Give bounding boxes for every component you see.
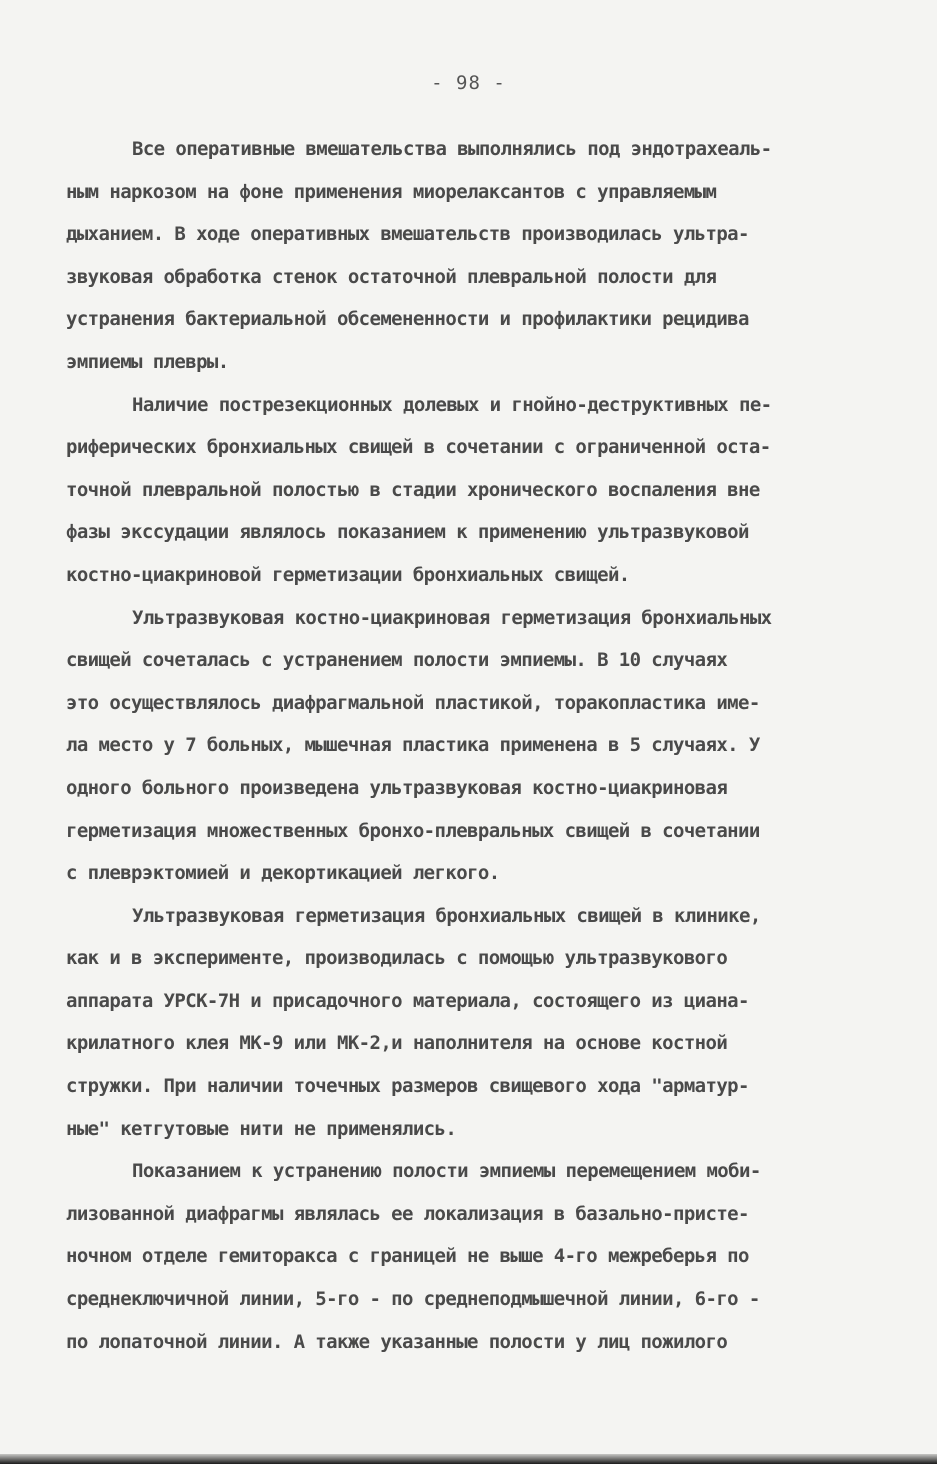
text-line: устранения бактериальной обсемененности и профилактики рецидива — [66, 308, 749, 331]
text-line: это осуществлялось диафрагмальной пластикой, торакопластика име- — [66, 691, 760, 714]
text-line: ночном отделе гемиторакса с границей не выше 4-го межреберья по — [66, 1245, 749, 1268]
text-line: дыханием. В ходе оперативных вмешательств производилась ультра- — [66, 223, 749, 246]
text-line: Все оперативные вмешательства выполнялись под эндотрахеаль- — [132, 138, 772, 160]
text-line: герметизация множественных бронхо-плевральных свищей в сочетании — [66, 819, 760, 842]
text-line: риферических бронхиальных свищей в сочетании с ограниченной оста- — [66, 436, 771, 459]
text-line: стружки. При наличии точечных размеров свищевого хода "арматур- — [66, 1075, 749, 1098]
text-line: звуковая обработка стенок остаточной плевральной полости для — [66, 265, 717, 288]
text-line: одного больного произведена ультразвуковая костно-циакриновая — [66, 776, 728, 799]
text-line: как и в эксперименте, производилась с помощью ультразвукового — [66, 947, 728, 970]
scan-bottom-edge — [0, 1454, 937, 1464]
text-line: ные" кетгутовые нити не применялись. — [66, 1117, 457, 1140]
text-line: Показанием к устранению полости эмпиемы перемещением моби- — [132, 1160, 761, 1183]
text-line: крилатного клея МК-9 или МК-2,и наполнителя на основе костной — [66, 1032, 728, 1055]
text-line: Ультразвуковая герметизация бронхиальных свищей в клинике, — [132, 904, 761, 927]
text-line: ла место у 7 больных, мышечная пластика применена в 5 случаях. У — [66, 734, 760, 757]
text-line: аппарата УРСК-7Н и присадочного материала, состоящего из циана- — [66, 989, 749, 1012]
text-line: Ультразвуковая костно-циакриновая герметизация бронхиальных — [132, 606, 772, 629]
text-line: лизованной диафрагмы являлась ее локализация в базально-присте- — [66, 1202, 749, 1225]
text-line: костно-циакриновой герметизации бронхиальных свищей. — [66, 563, 630, 586]
text-line: точной плевральной полостью в стадии хронического воспаления вне — [66, 478, 760, 501]
text-line: фазы экссудации являлось показанием к применению ультразвуковой — [66, 521, 749, 544]
body-text — [66, 128, 896, 1363]
text-line: среднеключичной линии, 5-го - по среднеподмышечной линии, 6-го - — [66, 1288, 760, 1311]
text-line: ным наркозом на фоне применения миорелаксантов с управляемым — [66, 180, 717, 203]
text-line: эмпиемы плевры. — [66, 350, 229, 373]
text-line: с плеврэктомией и декортикацией легкого. — [66, 862, 500, 885]
text-line: по лопаточной линии. А также указанные полости у лиц пожилого — [66, 1330, 728, 1353]
page-number: - 98 - — [431, 72, 506, 94]
text-line: свищей сочеталась с устранением полости эмпиемы. В 10 случаях — [66, 649, 728, 672]
text-line: Наличие пострезекционных долевых и гнойно-деструктивных пе- — [132, 393, 772, 416]
